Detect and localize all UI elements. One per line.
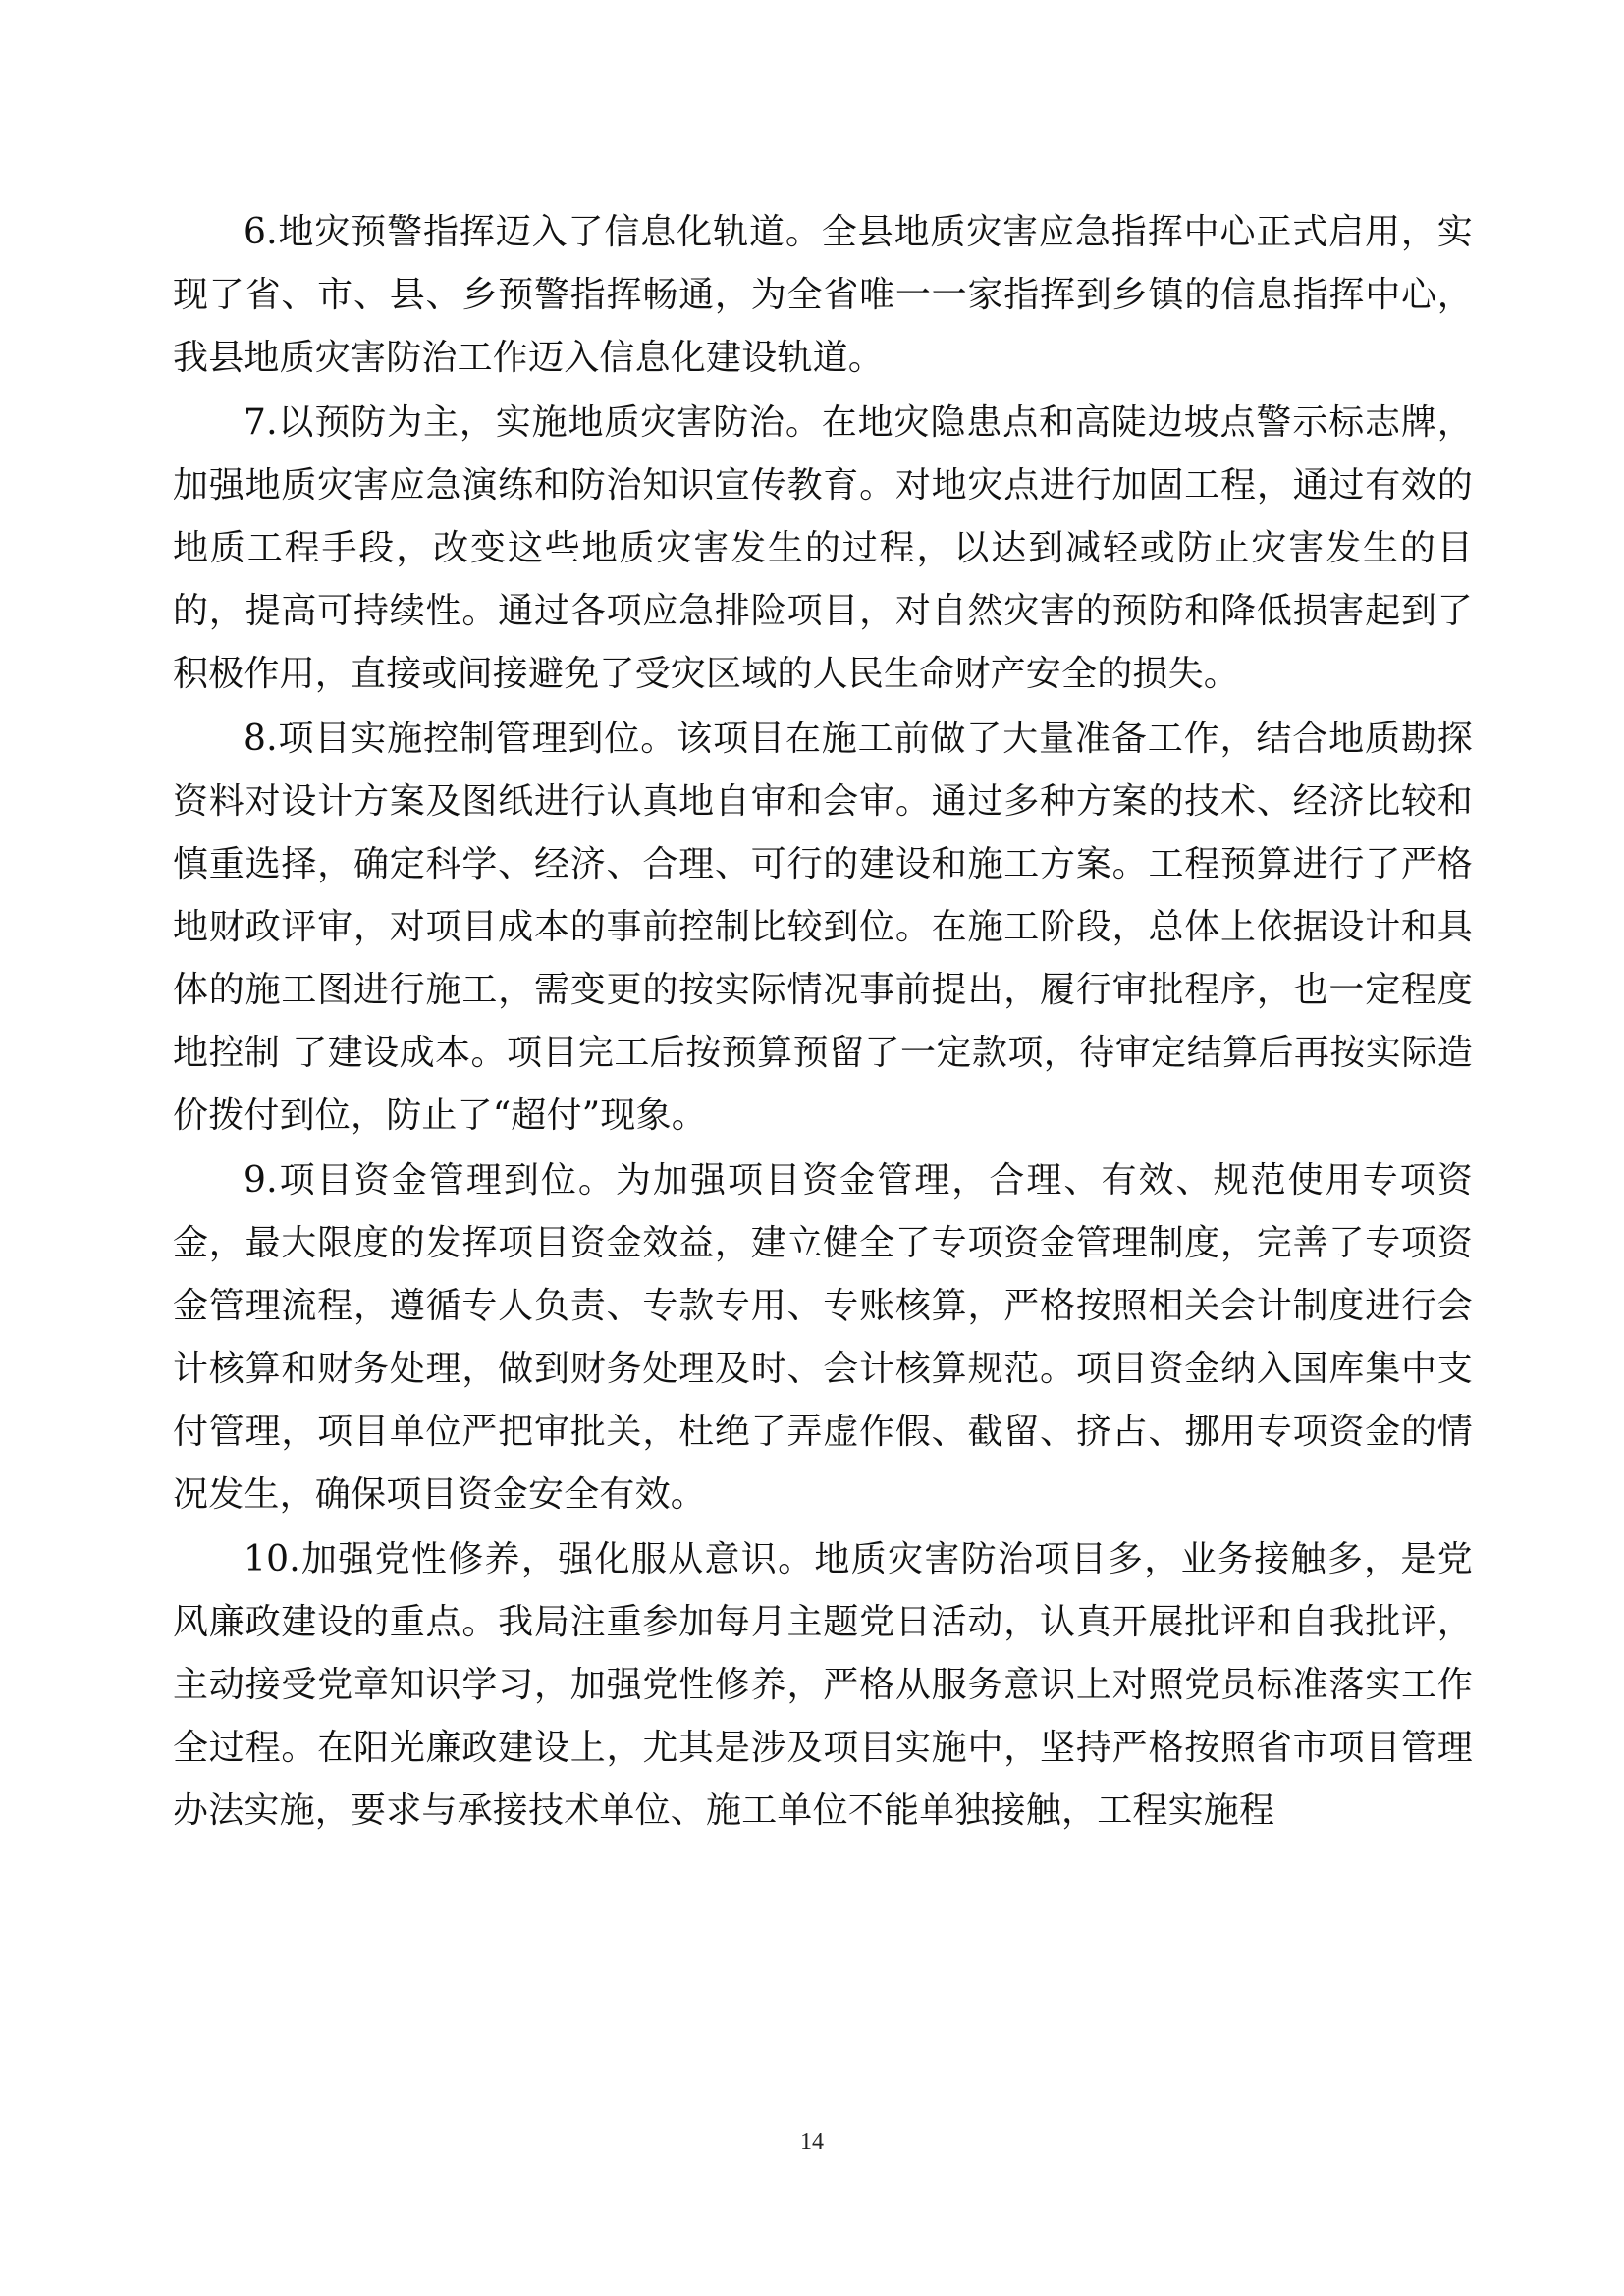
- paragraph-item-6: 6.地灾预警指挥迈入了信息化轨道。全县地质灾害应急指挥中心正式启用，实现了省、市、县、乡预警指挥畅通，为全省唯一一家指挥到乡镇的信息指挥中心，我县地质灾害防治工作迈入信息化建设轨道。: [173, 212, 1473, 378]
- paragraph-item-7: 7.以预防为主，实施地质灾害防治。在地灾隐患点和高陡边坡点警示标志牌，加强地质灾害应急演练和防治知识宣传教育。对地灾点进行加固工程，通过有效的地质工程手段，改变这些地质灾害发生的过程，以达到减轻或防止灾害发生的目的，提高可持续性。通过各项应急排险项目，对自然灾害的预防和降低损害起到了积极作用，直接或间接避免了受灾区域的人民生命财产安全的损失。: [173, 402, 1473, 694]
- paragraph-item-10: 10.加强党性修养，强化服从意识。地质灾害防治项目多，业务接触多，是党风廉政建设的重点。我局注重参加每月主题党日活动，认真开展批评和自我批评，主动接受党章知识学习，加强党性修养，严格从服务意识上对照党员标准落实工作全过程。在阳光廉政建设上，尤其是涉及项目实施中，坚持严格按照省市项目管理办法实施，要求与承接技术单位、施工单位不能单独接触，工程实施程: [173, 1539, 1473, 1831]
- paragraph-item-8: 8.项目实施控制管理到位。该项目在施工前做了大量准备工作，结合地质勘探资料对设计方案及图纸进行认真地自审和会审。通过多种方案的技术、经济比较和慎重选择，确定科学、经济、合理、可行的建设和施工方案。工程预算进行了严格地财政评审，对项目成本的事前控制比较到位。在施工阶段，总体上依据设计和具体的施工图进行施工，需变更的按实际情况事前提出，履行审批程序，也一定程度地控制 了建设成本。项目完工后按预算预留了一定款项，待审定结算后再按实际造价拨付到位，防止了“超付”现象。: [173, 719, 1473, 1136]
- document-body: [173, 201, 1473, 1842]
- paragraph-item-9: 9.项目资金管理到位。为加强项目资金管理，合理、有效、规范使用专项资金，最大限度的发挥项目资金效益，建立健全了专项资金管理制度，完善了专项资金管理流程，遵循专人负责、专款专用、专账核算，严格按照相关会计制度进行会计核算和财务处理，做到财务处理及时、会计核算规范。项目资金纳入国库集中支付管理，项目单位严把审批关，杜绝了弄虚作假、截留、挤占、挪用专项资金的情况发生，确保项目资金安全有效。: [173, 1160, 1473, 1515]
- page-number: 14: [800, 2129, 824, 2155]
